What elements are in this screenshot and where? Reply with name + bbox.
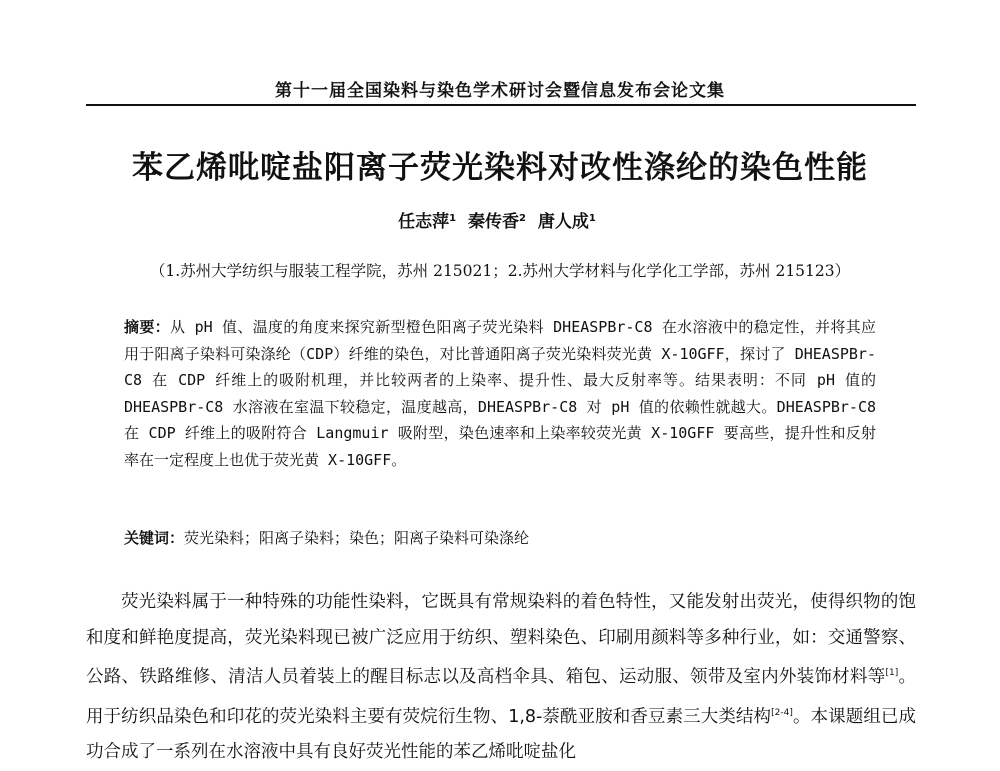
running-header: 第十一届全国染料与染色学术研讨会暨信息发布会论文集: [275, 81, 725, 101]
affiliations: （1.苏州大学纺织与服装工程学院，苏州 215021；2.苏州大学材料与化学化工学部，苏州 215123）: [149, 262, 851, 280]
citation-ref: [1]: [885, 668, 899, 678]
keywords-label: 关键词：: [124, 529, 185, 547]
body-text-part: 。用于纺织品染色和印花的荧光染料主要有荧烷衍生物、1,8-萘酰亚胺和香豆素三大类结构: [86, 667, 917, 727]
citation-ref: [2-4]: [771, 707, 793, 718]
abstract-label: 摘要：: [124, 318, 170, 336]
author-name: 任志萍: [398, 212, 450, 232]
body-text-part: 。本课题组已成功合成了一系列在水溶液中具有良好荧光性能的苯乙烯吡啶盐化: [86, 706, 916, 762]
author-affil-mark: 1: [449, 213, 457, 224]
keywords: [124, 527, 876, 548]
author-name: 秦传香: [468, 212, 520, 232]
body-paragraph: [86, 585, 916, 771]
author-affil-mark: 1: [588, 213, 596, 224]
keywords-text: 荧光染料；阳离子染料；染色；阳离子染料可染涤纶: [184, 529, 530, 547]
paper-title: 苯乙烯吡啶盐阳离子荧光染料对改性涤纶的染色性能: [132, 150, 868, 186]
author-affil-mark: 2: [519, 213, 526, 224]
abstract-text: 从 pH 值、温度的角度来探究新型橙色阳离子荧光染料 DHEASPBr-C8 在水溶液中的稳定性，并将其应用于阳离子染料可染涤纶（CDP）纤维的染色，对比普通阳离子荧光染料荧光黄 X-10GFF，探讨了 DHEASPBr-C8 在 CDP 纤维上的吸附机理，并比较两者的上染率、提升性、最大反射率等。结果表明：不同 pH 值的 DHEASPBr-C8 水溶液在室温下较稳定，温度越高，DHEASPBr-C8 对 pH 值的依赖性就越大。DHEASPBr-C8 在 CDP 纤维上的吸附符合 Langmuir 吸附型，染色速率和上染率较荧光黄 X-10GFF 要高些，提升性和反射率在一定程度上也优于荧光黄 X-10GFF。: [124, 318, 876, 469]
body-text-part: 荧光染料属于一种特殊的功能性染料，它既具有常规染料的着色特性，又能发射出荧光，使得织物的饱和度和鲜艳度提高，荧光染料现已被广泛应用于纺织、塑料染色、印刷用颜料等多种行业，如：交通警察、公路、铁路维修、清洁人员着装上的醒目标志以及高档伞具、箱包、运动服、领带及室内外装饰材料等: [86, 592, 916, 687]
author-name: 唐人成: [537, 212, 589, 232]
header-rule: [86, 104, 916, 106]
abstract: [124, 314, 876, 473]
author-list: [0, 207, 1000, 232]
